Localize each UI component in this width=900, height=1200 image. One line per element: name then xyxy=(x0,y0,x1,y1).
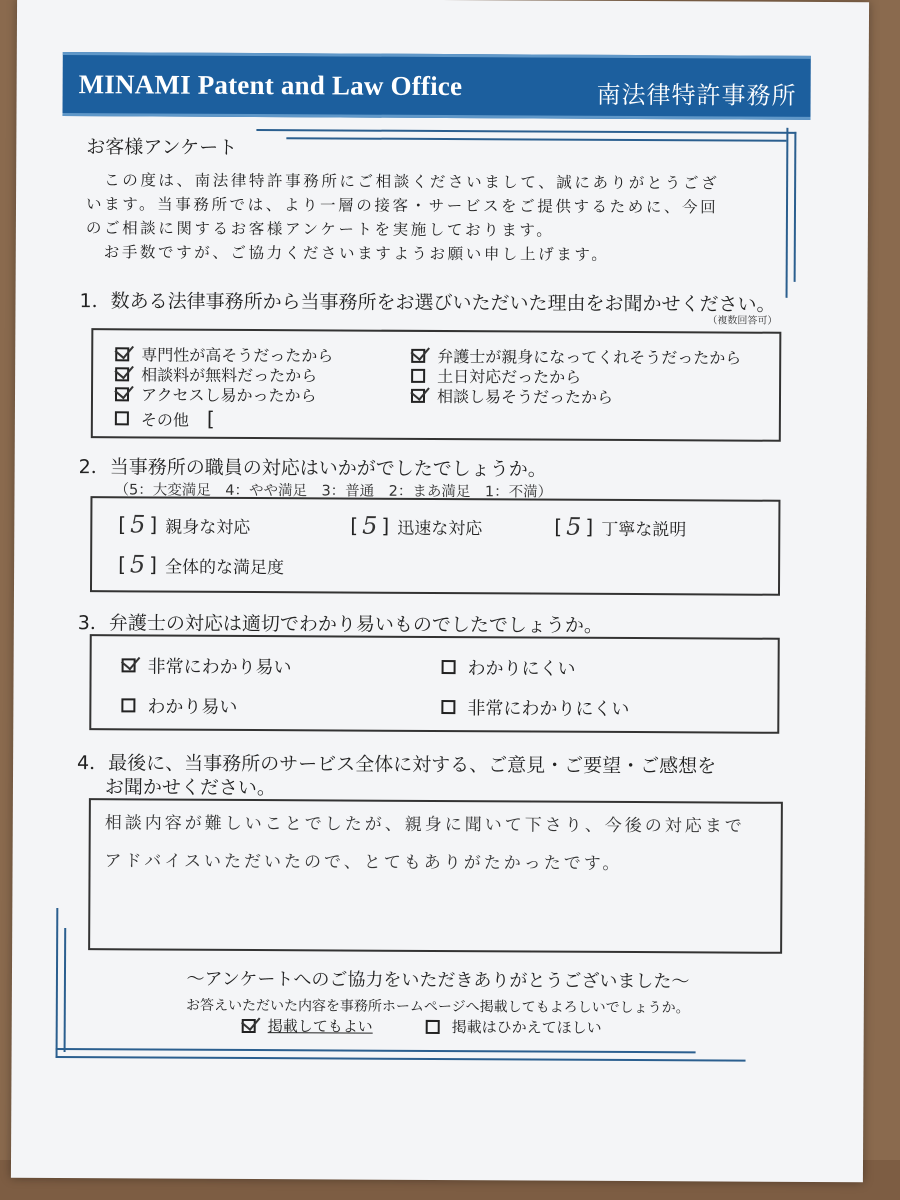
q1-option-label: その他 xyxy=(140,409,189,430)
handwritten-answer-line-2: アドバイスいただいたので、とてもありがたかったです。 xyxy=(104,851,623,874)
checkbox[interactable] xyxy=(441,700,455,714)
q1-question: 1．数ある法律事務所から当事務所をお選びいただいた理由をお聞かせください。 xyxy=(79,290,776,316)
rating-label: 丁寧な説明 xyxy=(601,519,687,540)
checkbox[interactable] xyxy=(115,411,129,425)
survey-sheet xyxy=(11,0,869,1182)
thanks-message: ～アンケートへのご協力をいただきありがとうございました～ xyxy=(186,968,690,993)
handwritten-answer-line-1: 相談内容が難しいことでしたが、親身に聞いて下さり、今後の対応まで xyxy=(104,813,745,837)
check-mark-icon xyxy=(121,650,141,670)
q2-rating-item: [ 5 ] 迅速な対応 xyxy=(350,511,483,540)
q1-option-label: 相談し易そうだったから xyxy=(436,386,614,407)
checkbox[interactable] xyxy=(426,1019,440,1033)
q2-ratings-box xyxy=(90,496,780,596)
intro-line-2: います。当事務所では、より一層の接客・サービスをご提供するために、今回 xyxy=(85,195,719,217)
checkbox[interactable] xyxy=(115,387,129,401)
q3-option-label: わかりにくい xyxy=(467,658,576,680)
frame-line-bottom-inner xyxy=(56,1048,696,1053)
checkbox[interactable] xyxy=(411,348,425,362)
office-name-jp: 南法律特許事務所 xyxy=(596,80,797,110)
rating-label: 全体的な満足度 xyxy=(164,557,285,578)
check-mark-icon xyxy=(115,339,135,359)
intro-line-3: のご相談に関するお客様アンケートを実施しております。 xyxy=(85,219,555,240)
frame-line-bottom xyxy=(56,1056,746,1062)
rating-value[interactable]: 5 xyxy=(362,511,378,540)
q1-option-label: 相談料が無料だったから xyxy=(141,365,318,386)
q1-option-label: アクセスし易かったから xyxy=(140,385,317,406)
survey-title: お客様アンケート xyxy=(86,136,238,159)
q4-question-line-2: お聞かせください。 xyxy=(104,776,277,800)
publish-ng-label: 掲載はひかえてほしい xyxy=(451,1018,602,1037)
publish-ok-label: 掲載してもよい xyxy=(267,1017,373,1036)
publish-question: お答えいただいた内容を事務所ホームページへ掲載してもよろしいでしょうか。 xyxy=(185,997,690,1017)
checkbox[interactable] xyxy=(242,1018,256,1032)
rating-value[interactable]: 5 xyxy=(129,550,146,579)
checkbox[interactable] xyxy=(411,368,425,382)
rating-value[interactable]: 5 xyxy=(130,510,146,539)
checkbox[interactable] xyxy=(115,367,129,381)
q3-option xyxy=(121,692,237,719)
q4-question-line-1: 4．最後に、当事務所のサービス全体に対する、ご意見・ご要望・ご感想を xyxy=(77,752,717,778)
office-name-en: MINAMI Patent and Law Office xyxy=(78,69,463,102)
q1-note: （複数回答可） xyxy=(707,315,778,327)
q1-options-box xyxy=(91,328,782,442)
rating-value[interactable]: 5 xyxy=(566,512,582,541)
check-mark-icon xyxy=(114,379,134,399)
q1-option xyxy=(411,384,613,408)
q3-options-box xyxy=(89,634,779,734)
q1-option-other xyxy=(115,406,215,431)
q3-option-label: 非常にわかり易い xyxy=(147,656,292,679)
q1-option xyxy=(115,382,317,406)
other-bracket: [ xyxy=(206,406,215,431)
frame-line-top xyxy=(256,129,796,134)
q2-rating-item: [ 5 ] 親身な対応 xyxy=(118,510,251,539)
q2-rating-item: [ 5 ] 全体的な満足度 xyxy=(118,550,285,579)
frame-line-top-inner xyxy=(286,137,786,142)
checkbox[interactable] xyxy=(411,388,425,402)
intro-line-4: お手数ですが、ご協力くださいますようお願い申し上げます。 xyxy=(103,243,610,264)
q1-option-label: 専門性が高そうだったから xyxy=(141,345,334,366)
q4-answer-box[interactable] xyxy=(88,798,783,954)
rating-label: 親身な対応 xyxy=(165,517,251,538)
q3-option xyxy=(442,654,576,681)
checkbox[interactable] xyxy=(115,347,129,361)
office-banner xyxy=(62,52,810,120)
check-mark-icon xyxy=(410,380,430,400)
q3-option xyxy=(122,652,292,679)
checkbox[interactable] xyxy=(122,658,136,672)
check-mark-icon xyxy=(411,340,431,360)
q3-option xyxy=(441,694,629,721)
check-mark-icon xyxy=(114,359,134,379)
publish-ok-option xyxy=(242,1015,373,1037)
checkbox[interactable] xyxy=(121,698,135,712)
q2-scale: （5：大変満足 4：やや満足 3：普通 2：まあ満足 1：不満） xyxy=(114,482,553,501)
intro-line-1: この度は、南法律特許事務所にご相談くださいまして、誠にありがとうござ xyxy=(104,171,720,193)
q1-option-label: 弁護士が親身になってくれそうだったから xyxy=(437,346,742,368)
q2-rating-item: [ 5 ] 丁寧な説明 xyxy=(554,512,687,541)
q1-option-label: 土日対応だったから xyxy=(437,366,582,387)
q3-question: 3．弁護士の対応は適切でわかり易いものでしたでしょうか。 xyxy=(77,612,603,637)
publish-ng-option xyxy=(426,1016,602,1038)
frame-line-right-inner xyxy=(794,132,797,282)
q3-option-label: 非常にわかりにくい xyxy=(467,698,630,720)
q3-option-label: わかり易い xyxy=(147,696,238,718)
rating-label: 迅速な対応 xyxy=(397,518,483,539)
q2-question: 2．当事務所の職員の対応はいかがでしたでしょうか。 xyxy=(78,456,547,481)
checkbox[interactable] xyxy=(442,660,456,674)
